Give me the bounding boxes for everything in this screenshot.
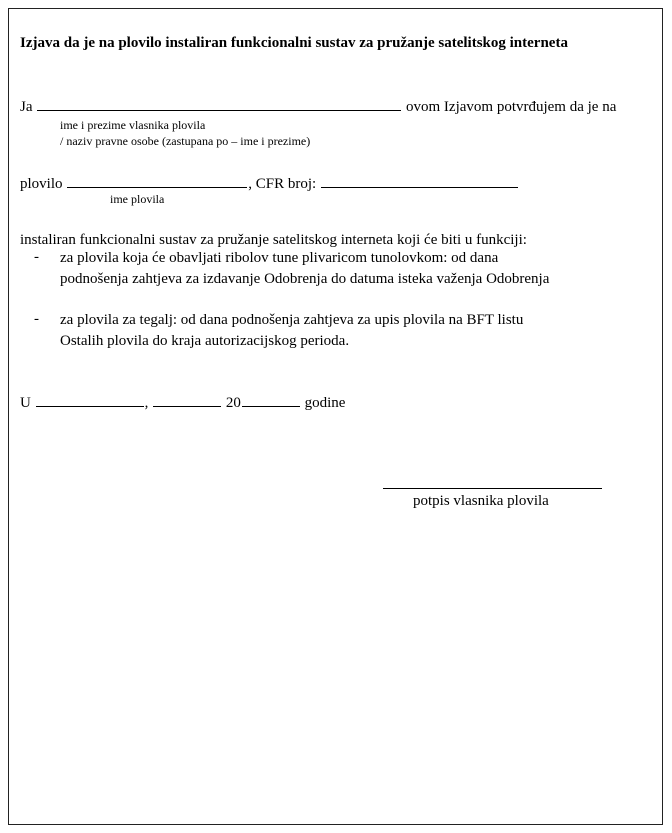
date-comma: , — [144, 395, 149, 411]
cfr-number-field[interactable] — [321, 174, 518, 188]
bullet-2-line-1: za plovila za tegalj: od dana podnošenja zahtjeva za upis plovila na BFT listu — [60, 312, 524, 328]
bullet-2 — [60, 310, 640, 352]
ja-label: Ja — [20, 99, 33, 115]
date-line — [20, 393, 345, 412]
bullet-1 — [60, 248, 640, 290]
cfr-label: , CFR broj: — [248, 176, 317, 192]
bullet-1-dash: - — [34, 249, 39, 265]
vessel-name-field[interactable] — [67, 174, 247, 188]
owner-hint-2: / naziv pravne osobe (zastupana po – ime i prezime) — [60, 134, 311, 148]
year-prefix: 20 — [225, 395, 241, 411]
vessel-hint: ime plovila — [110, 192, 165, 206]
date-field[interactable] — [153, 393, 221, 407]
signature-field[interactable] — [383, 488, 602, 489]
owner-name-field[interactable] — [37, 97, 401, 111]
owner-hint-1: ime i prezime vlasnika plovila — [60, 118, 206, 132]
bullet-2-dash: - — [34, 311, 39, 327]
year-field[interactable] — [242, 393, 300, 407]
bullet-1-line-2: podnošenja zahtjeva za izdavanje Odobrenja do datuma isteka važenja Odobrenja — [60, 271, 550, 287]
document-title: Izjava da je na plovilo instaliran funkcionalni sustav za pružanje satelitskog interneta — [20, 35, 568, 51]
declaration-line-2 — [20, 174, 519, 193]
bullet-2-line-2: Ostalih plovila do kraja autorizacijskog perioda. — [60, 333, 350, 349]
plovilo-label: plovilo — [20, 176, 63, 192]
intro-text: instaliran funkcionalni sustav za pružanje satelitskog interneta koji će biti u funkciji: — [20, 232, 527, 248]
signature-label: potpis vlasnika plovila — [413, 493, 549, 509]
declaration-line-1 — [20, 97, 616, 116]
place-label: U — [20, 395, 31, 411]
godine-label: godine — [304, 395, 346, 411]
declaration-line-1-suffix: ovom Izjavom potvrđujem da je na — [406, 99, 617, 115]
bullet-1-line-1: za plovila koja će obavljati ribolov tune plivaricom tunolovkom: od dana — [60, 250, 499, 266]
place-field[interactable] — [36, 393, 144, 407]
